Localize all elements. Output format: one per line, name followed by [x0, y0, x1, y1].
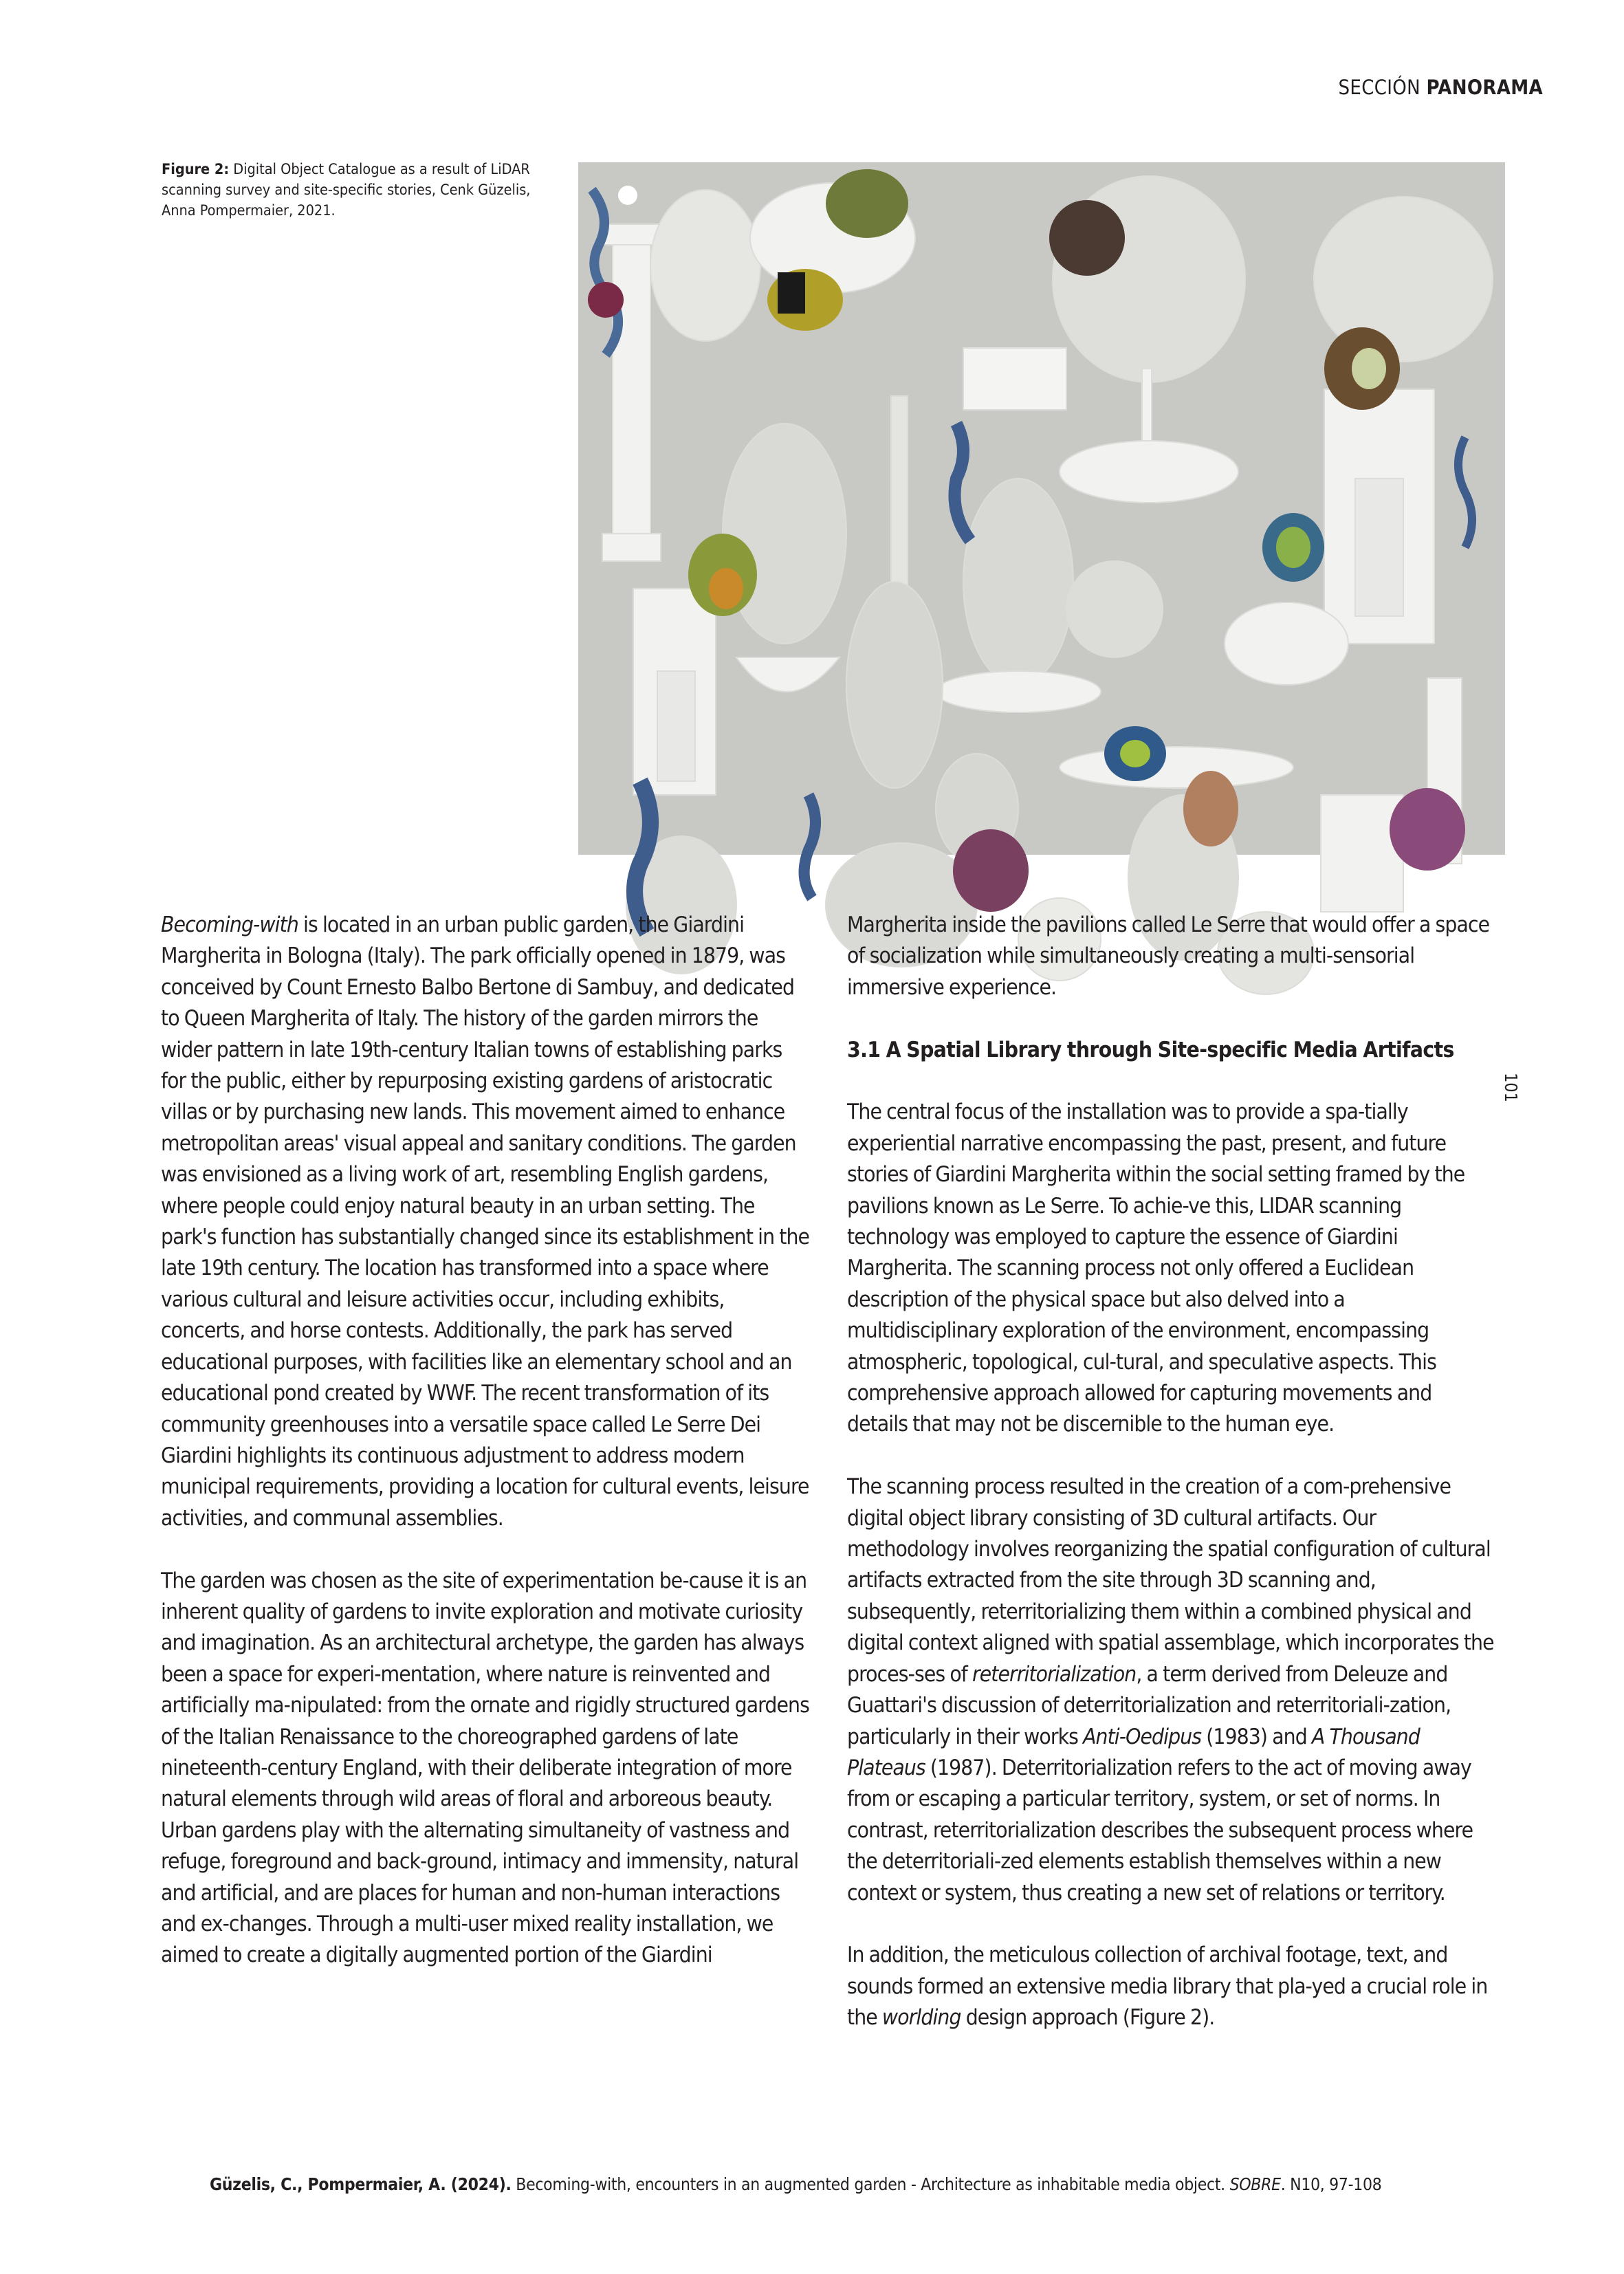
figure-label: Figure 2: [162, 161, 230, 178]
paragraph [161, 910, 811, 1534]
paragraph [847, 1940, 1497, 2033]
citation-title: Becoming-with, encounters in an augmented garden - Architecture as inhabitable media object. [511, 2174, 1230, 2194]
paragraph-text: is located in an urban public garden, the Giardini Margherita in Bologna (Italy). The park officially opened in 1879, was conceived by Count Ernesto Balbo Bertone di Sambuy, and dedicated to Queen Margherita of Italy. The history of the garden mirrors the wider pattern in late 19th-century Italian towns of establishing parks for the public, either by repurposing existing gardens of aristocratic villas or by purchasing new lands. This movement aimed to enhance metropolitan areas' visual appeal and sanitary conditions. The garden was envisioned as a living work of art, resembling English gardens, where people could enjoy natural beauty in an urban setting. The park's function has substantially changed since its establishment in the late 19th century. The location has transformed into a space where various cultural and leisure activities occur, including exhibits, concerts, and horse contests. Additionally, the park has served educational purposes, with facilities like an elementary school and an educational pond created by WWF. The recent transformation of its community greenhouses into a versatile space called Le Serre Dei Giardini highlights its continuous adjustment to address modern municipal requirements, providing a location for cultural events, leisure activities, and communal assemblies. [161, 912, 810, 1531]
right-text-column [847, 910, 1497, 2065]
book-title: Anti-Oedipus [1083, 1724, 1202, 1749]
paragraph: Margherita inside the pavilions called Le Serre that would offer a space of socialization while simultaneously creating a multi-sensorial immersive experience. [847, 912, 1490, 1000]
emphasis: Becoming-with [161, 912, 298, 937]
section-prefix: SECCIÓN [1338, 76, 1420, 99]
figure-caption-text: Digital Object Catalogue as a result of LiDAR scanning survey and site-specific stories, Cenk Güzelis, Anna Pompermaier, 2021. [162, 161, 531, 219]
left-text-column [161, 910, 811, 2002]
figure-caption [162, 160, 533, 221]
section-heading: 3.1 A Spatial Library through Site-specific Media Artifacts [847, 1037, 1454, 1062]
citation-authors: Güzelis, C., Pompermaier, A. (2024). [210, 2174, 512, 2194]
digital-object-catalogue-figure [578, 162, 1505, 855]
paragraph-text: The scanning process resulted in the creation of a com-prehensive digital object library consisting of 3D cultural artifacts. Our methodology involves reorganizing the spatial configuration of cultural artifacts extracted from the site through 3D scanning and, subsequently, reterritorializing them within a combined physical and digital context aligned with spatial assemblage, which incorporates the proces-ses of [847, 1474, 1494, 1687]
page-number: 101 [1501, 1073, 1521, 1102]
citation-footer [210, 2174, 1557, 2194]
paragraph: The central focus of the installation was to provide a spa-tially experiential narrative encompassing the past, present, and future stories of Giardini Margherita within the social setting framed by the pavilions known as Le Serre. To achie-ve this, LIDAR scanning technology was employed to capture the essence of Giardini Margherita. The scanning process not only offered a Euclidean description of the physical space but also delved into a multidisciplinary exploration of the environment, encompassing atmospheric, topological, cul-tural, and speculative aspects. This comprehensive approach allowed for capturing movements and details that may not be discernible to the human eye. [847, 1100, 1465, 1437]
paragraph-text: (1983) and [1201, 1724, 1312, 1749]
section-name: PANORAMA [1426, 76, 1543, 99]
emphasis: worlding [881, 2005, 961, 2031]
citation-journal: SOBRE [1229, 2174, 1281, 2194]
section-header [1339, 76, 1543, 99]
emphasis: reterritorialization [972, 1661, 1137, 1687]
paragraph-text: design approach (Figure 2). [961, 2005, 1215, 2031]
paragraph [847, 1472, 1497, 1909]
collage-image [578, 162, 1505, 855]
citation-issue: . N10, 97-108 [1280, 2174, 1382, 2194]
paragraph: The garden was chosen as the site of experimentation be-cause it is an inherent quality of gardens to invite exploration and motivate curiosity and imagination. As an architectural archetype, the garden has always been a space for experi-mentation, where nature is reinvented and artificially ma-nipulated: from the ornate and rigidly structured gardens of the Italian Renaissance to the choreographed gardens of late nineteenth-century England, with their deliberate integration of more natural elements through wild areas of floral and arboreous beauty. Urban gardens play with the alternating simultaneity of vastness and refuge, foreground and back-ground, intimacy and immensity, natural and artificial, and are places for human and non-human interactions and ex-changes. Through a multi-user mixed reality installation, we aimed to create a digitally augmented portion of the Giardini [161, 1568, 809, 1968]
paragraph-text: (1987). Deterritorialization refers to the act of moving away from or escaping a particular territory, system, or set of norms. In contrast, reterritorialization describes the subsequent process where the deterritoriali-zed elements establish themselves within a new context or system, thus creating a new set of relations or territory. [847, 1755, 1473, 1905]
paragraph-text: In addition, the meticulous collection of archival footage, text, and sounds formed an extensive media library that pla-yed a crucial role in the [847, 1943, 1488, 2031]
book-title: A Thousand Plateaus [847, 1724, 1420, 1780]
paragraph-text: , a term derived from Deleuze and Guattari's discussion of deterritorialization and reterritoriali-zation, particularly in their works [847, 1661, 1451, 1749]
